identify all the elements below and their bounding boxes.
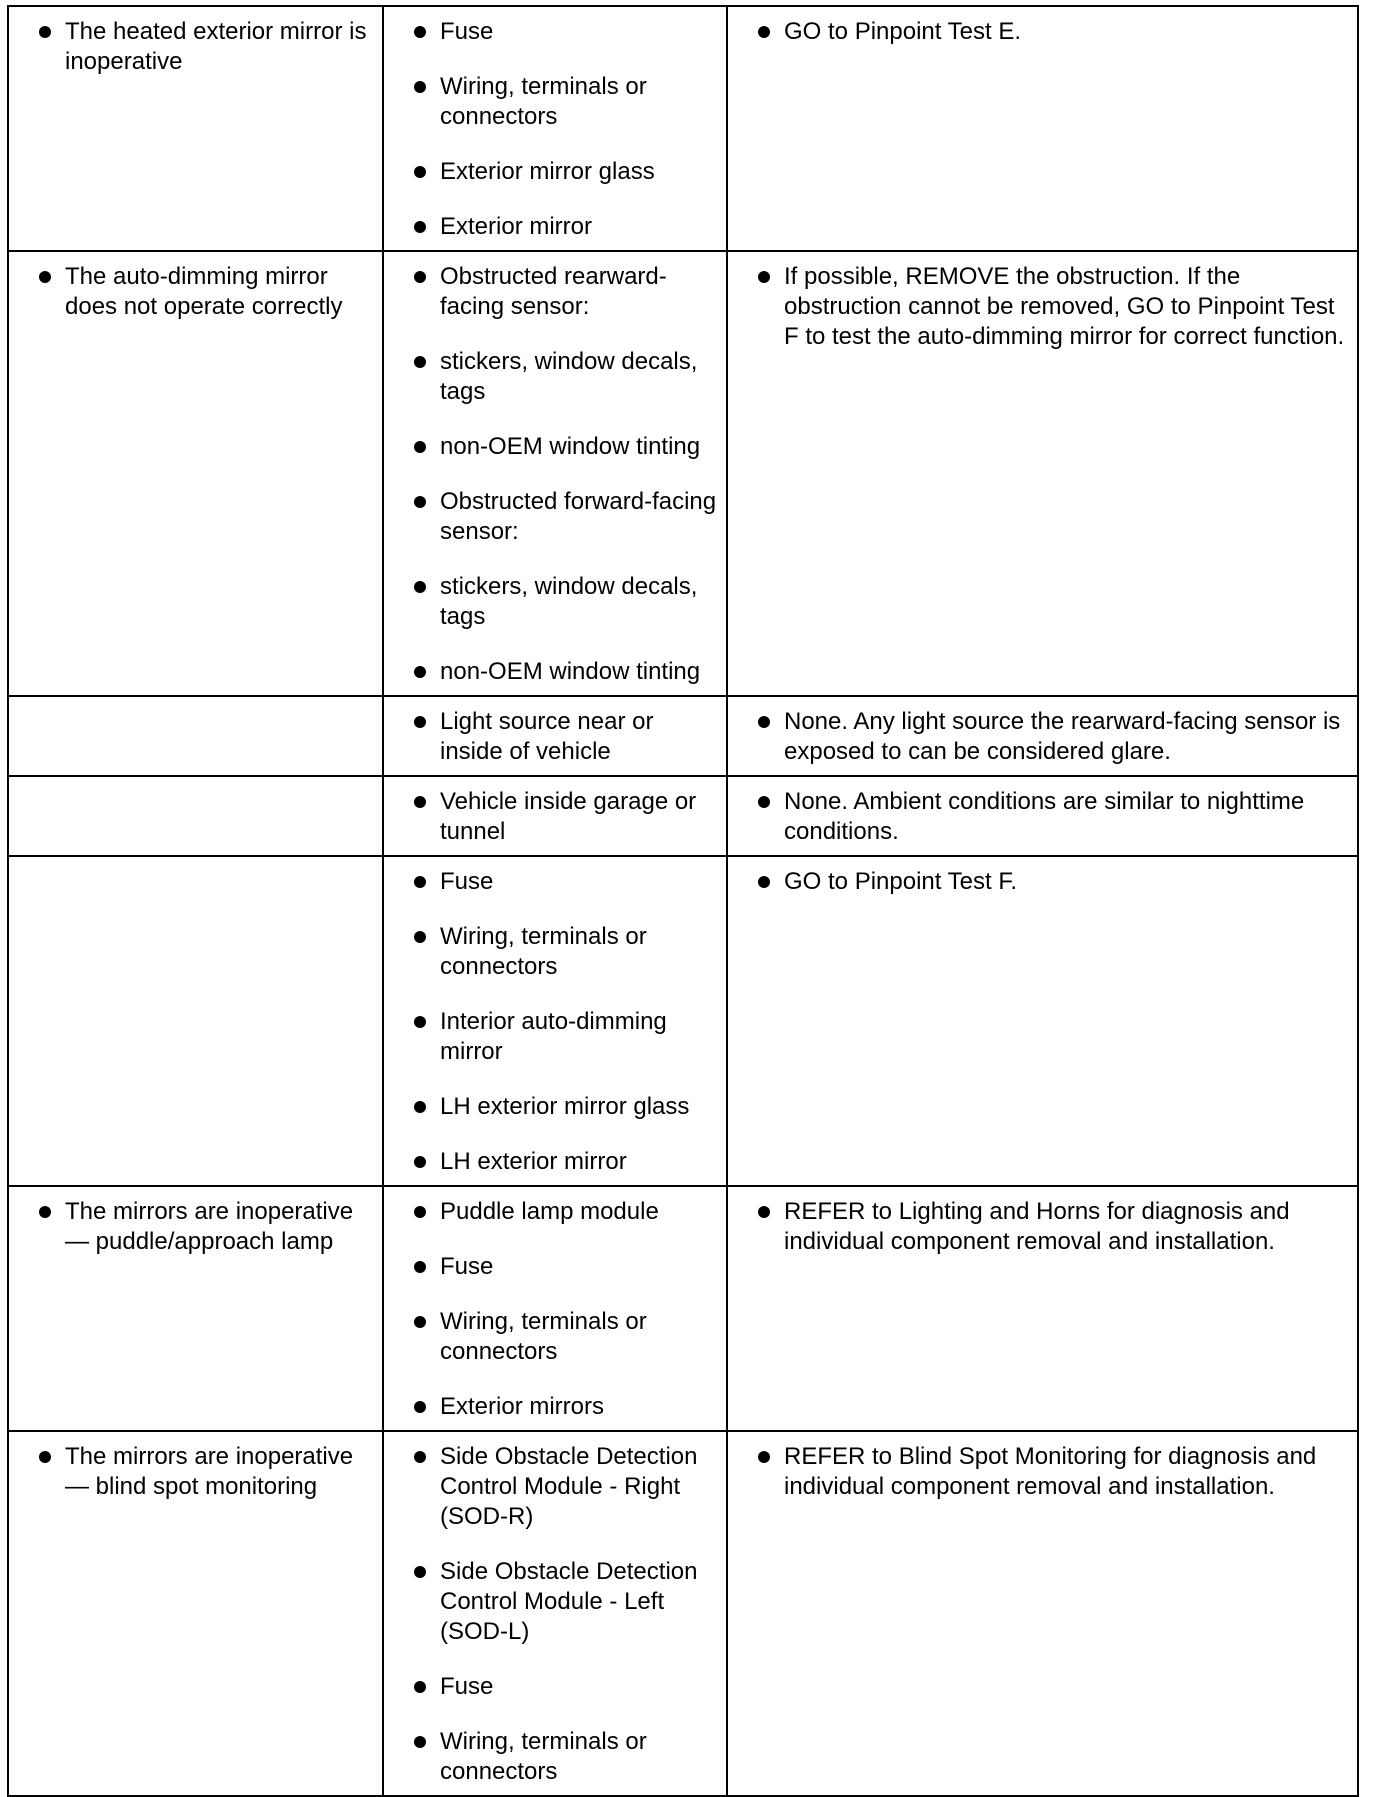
bullet-icon [414, 26, 426, 38]
actions-cell [727, 1431, 1358, 1796]
list-item [392, 262, 718, 322]
list-item [736, 17, 1349, 47]
condition-text: The auto-dimming mirror does not operate correctly [65, 263, 343, 320]
causes-text: Wiring, terminals or connectors [440, 73, 647, 130]
list-item [392, 432, 718, 462]
bullet-icon [414, 796, 426, 808]
actions-list [736, 262, 1349, 352]
list-item [392, 157, 718, 187]
causes-text: Exterior mirrors [440, 1393, 605, 1420]
list-item [392, 1252, 718, 1282]
causes-cell [383, 6, 727, 251]
actions-list [736, 707, 1349, 767]
bullet-icon [414, 496, 426, 508]
list-item [392, 1392, 718, 1422]
bullet-icon [758, 1206, 770, 1218]
actions-text: If possible, REMOVE the obstruction. If the obstruction cannot be removed, GO to Pinpoint Test F to test the auto-dimming mirror for correct function. [784, 263, 1345, 350]
bullet-icon [414, 876, 426, 888]
condition-list [17, 1197, 374, 1257]
bullet-icon [758, 26, 770, 38]
causes-text: LH exterior mirror glass [440, 1093, 690, 1120]
causes-text: non-OEM window tinting [440, 658, 701, 685]
condition-cell [8, 251, 383, 696]
list-item [736, 262, 1349, 352]
bullet-icon [39, 1206, 51, 1218]
bullet-icon [414, 1206, 426, 1218]
causes-text: Fuse [440, 1673, 494, 1700]
bullet-icon [414, 1566, 426, 1578]
list-item [736, 867, 1349, 897]
list-item [392, 1147, 718, 1177]
causes-text: stickers, window decals, tags [440, 573, 698, 630]
causes-text: LH exterior mirror [440, 1148, 627, 1175]
condition-list [17, 17, 374, 77]
actions-cell [727, 251, 1358, 696]
symptom-chart-table [7, 5, 1359, 1797]
causes-list [392, 1197, 718, 1422]
list-item [392, 1307, 718, 1367]
bullet-icon [414, 716, 426, 728]
list-item [736, 707, 1349, 767]
bullet-icon [758, 716, 770, 728]
condition-text: The mirrors are inoperative— blind spot monitoring [65, 1443, 354, 1500]
list-item [392, 1092, 718, 1122]
condition-text: The mirrors are inoperative— puddle/approach lamp [65, 1198, 354, 1255]
bullet-icon [414, 356, 426, 368]
actions-cell [727, 776, 1358, 856]
causes-text: Wiring, terminals or connectors [440, 1308, 647, 1365]
bullet-icon [758, 271, 770, 283]
causes-list [392, 867, 718, 1177]
causes-list [392, 17, 718, 242]
causes-text: Side Obstacle Detection Control Module - Right (SOD-R) [440, 1443, 698, 1530]
bullet-icon [414, 441, 426, 453]
table-row [8, 776, 1358, 856]
list-item [392, 1007, 718, 1067]
actions-list [736, 17, 1349, 47]
list-item [392, 72, 718, 132]
condition-list [17, 1442, 374, 1502]
table-row [8, 856, 1358, 1186]
list-item [17, 17, 374, 77]
causes-cell [383, 776, 727, 856]
causes-cell [383, 696, 727, 776]
causes-text: Fuse [440, 1253, 494, 1280]
list-item [392, 1197, 718, 1227]
condition-cell [8, 1186, 383, 1431]
causes-text: Puddle lamp module [440, 1198, 659, 1225]
list-item [392, 17, 718, 47]
list-item [736, 1197, 1349, 1257]
causes-text: Vehicle inside garage or tunnel [440, 788, 697, 845]
list-item [392, 1672, 718, 1702]
list-item [392, 487, 718, 547]
actions-list [736, 867, 1349, 897]
list-item [17, 1197, 374, 1257]
bullet-icon [414, 1316, 426, 1328]
causes-text: Obstructed rearward-facing sensor: [440, 263, 667, 320]
actions-text: None. Ambient conditions are similar to nighttime conditions. [784, 788, 1305, 845]
condition-cell [8, 696, 383, 776]
table-row [8, 696, 1358, 776]
causes-list [392, 1442, 718, 1787]
bullet-icon [39, 26, 51, 38]
list-item [392, 347, 718, 407]
causes-text: stickers, window decals, tags [440, 348, 698, 405]
list-item [392, 787, 718, 847]
bullet-icon [758, 1451, 770, 1463]
bullet-icon [414, 1016, 426, 1028]
causes-text: Light source near or inside of vehicle [440, 708, 654, 765]
table-row [8, 251, 1358, 696]
bullet-icon [758, 796, 770, 808]
list-item [392, 572, 718, 632]
bullet-icon [414, 666, 426, 678]
list-item [392, 1442, 718, 1532]
causes-text: Exterior mirror glass [440, 158, 655, 185]
list-item [392, 1557, 718, 1647]
list-item [17, 1442, 374, 1502]
causes-text: Wiring, terminals or connectors [440, 923, 647, 980]
bullet-icon [414, 1156, 426, 1168]
causes-text: Fuse [440, 868, 494, 895]
bullet-icon [39, 271, 51, 283]
causes-list [392, 262, 718, 687]
bullet-icon [414, 1401, 426, 1413]
list-item [392, 212, 718, 242]
condition-list [17, 262, 374, 322]
table-row [8, 6, 1358, 251]
actions-cell [727, 1186, 1358, 1431]
bullet-icon [414, 271, 426, 283]
causes-cell [383, 1186, 727, 1431]
table-row [8, 1431, 1358, 1796]
bullet-icon [39, 1451, 51, 1463]
actions-cell [727, 856, 1358, 1186]
causes-text: Interior auto-dimming mirror [440, 1008, 667, 1065]
actions-list [736, 787, 1349, 847]
actions-cell [727, 6, 1358, 251]
bullet-icon [414, 1261, 426, 1273]
causes-text: Exterior mirror [440, 213, 593, 240]
bullet-icon [414, 1736, 426, 1748]
causes-text: Obstructed forward-facing sensor: [440, 488, 717, 545]
table-body [8, 6, 1358, 1796]
list-item [392, 922, 718, 982]
causes-text: non-OEM window tinting [440, 433, 701, 460]
list-item [392, 657, 718, 687]
causes-cell [383, 251, 727, 696]
table-row [8, 1186, 1358, 1431]
bullet-icon [414, 1101, 426, 1113]
list-item [392, 867, 718, 897]
causes-list [392, 707, 718, 767]
condition-cell [8, 1431, 383, 1796]
bullet-icon [414, 166, 426, 178]
bullet-icon [414, 1681, 426, 1693]
condition-cell [8, 856, 383, 1186]
bullet-icon [758, 876, 770, 888]
causes-text: Wiring, terminals or connectors [440, 1728, 647, 1785]
causes-text: Fuse [440, 18, 494, 45]
actions-text: None. Any light source the rearward-facing sensor is exposed to can be considered glare. [784, 708, 1341, 765]
list-item [392, 1727, 718, 1787]
list-item [392, 707, 718, 767]
actions-list [736, 1197, 1349, 1257]
actions-text: REFER to Blind Spot Monitoring for diagnosis and individual component removal and installation. [784, 1443, 1317, 1500]
bullet-icon [414, 81, 426, 93]
actions-text: GO to Pinpoint Test E. [784, 18, 1022, 45]
bullet-icon [414, 1451, 426, 1463]
list-item [736, 787, 1349, 847]
causes-list [392, 787, 718, 847]
actions-text: REFER to Lighting and Horns for diagnosis and individual component removal and installation. [784, 1198, 1290, 1255]
bullet-icon [414, 931, 426, 943]
actions-text: GO to Pinpoint Test F. [784, 868, 1018, 895]
actions-list [736, 1442, 1349, 1502]
list-item [736, 1442, 1349, 1502]
condition-cell [8, 6, 383, 251]
bullet-icon [414, 581, 426, 593]
bullet-icon [414, 221, 426, 233]
list-item [17, 262, 374, 322]
condition-cell [8, 776, 383, 856]
actions-cell [727, 696, 1358, 776]
condition-text: The heated exterior mirror is inoperative [65, 18, 367, 75]
causes-cell [383, 856, 727, 1186]
causes-text: Side Obstacle Detection Control Module - Left (SOD-L) [440, 1558, 698, 1645]
causes-cell [383, 1431, 727, 1796]
